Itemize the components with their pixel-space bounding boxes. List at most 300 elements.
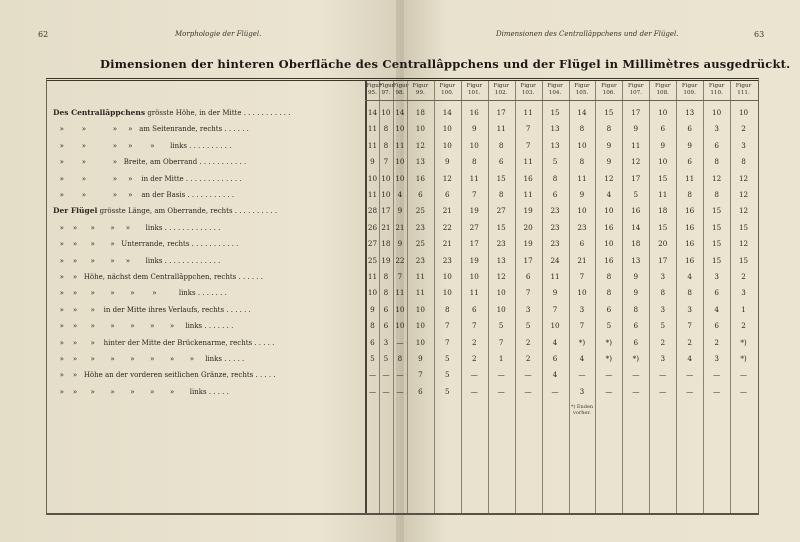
table-cell: 1 <box>498 354 504 363</box>
table-cell: 3 <box>714 272 719 281</box>
table-cell: 9 <box>660 140 666 150</box>
column-header <box>461 83 488 97</box>
column-header-line: Figur <box>493 83 509 89</box>
table-cell: 6 <box>383 321 389 331</box>
table-cell: 9 <box>633 272 639 281</box>
column-header-line: 105. <box>575 90 589 96</box>
table-cell: — <box>659 370 667 380</box>
table-cell: 14 <box>395 108 405 117</box>
table-cell: 10 <box>442 288 452 298</box>
table-cell: 5 <box>660 321 666 331</box>
table-cell: 16 <box>631 206 641 216</box>
row-label <box>53 156 246 168</box>
table-cell: 6 <box>418 190 423 199</box>
table-cell: 10 <box>381 108 391 117</box>
table-cell: 13 <box>685 108 695 117</box>
table-cell: 11 <box>496 124 506 134</box>
table-cell: 6 <box>445 190 450 199</box>
row-label <box>53 222 220 234</box>
table-cell: 15 <box>658 173 668 183</box>
table-cell: 14 <box>577 108 587 117</box>
row-label-text: » » » hinter der Mitte der Brückenarme, rechts . . . . . <box>53 338 275 347</box>
table-cell: — <box>382 386 390 396</box>
footnote-line: vorher. <box>573 410 591 417</box>
row-label-text: grösste Höhe, in der Mitte . . . . . . . . . . . <box>145 109 291 117</box>
table-cell: 7 <box>471 190 477 199</box>
table-cell: 8 <box>397 354 403 363</box>
table-cell: 11 <box>367 140 378 150</box>
column-header-line: 101. <box>468 90 481 96</box>
table-cell: 8 <box>660 288 666 298</box>
table-cell: 10 <box>738 108 749 117</box>
table-cell: 2 <box>525 337 531 347</box>
table-cell: 16 <box>604 222 614 232</box>
table-cell: 9 <box>633 124 639 134</box>
table-cell: 10 <box>415 124 425 134</box>
table-cell: 12 <box>712 173 722 183</box>
table-cell: 10 <box>442 140 452 150</box>
table-cell: 5 <box>606 321 612 331</box>
table-cell: 13 <box>550 124 560 134</box>
row-label-text: » » » » am Seitenrande, rechts . . . . . . <box>53 125 249 134</box>
table-cell: 6 <box>370 337 375 347</box>
column-header-line: Figur <box>574 83 590 89</box>
table-cell: 4 <box>579 354 585 363</box>
table-cell: 7 <box>383 157 389 167</box>
table-cell: 7 <box>525 140 531 150</box>
table-cell: 8 <box>579 124 585 134</box>
table-cell: 3 <box>741 140 746 150</box>
table-cell: 14 <box>442 108 452 117</box>
column-header-line: 110. <box>710 90 723 96</box>
table-cell: 8 <box>714 190 719 199</box>
table-cell: 25 <box>415 206 425 216</box>
table-cell: 23 <box>577 222 587 232</box>
table-cell: 9 <box>633 288 639 298</box>
table-cell: 6 <box>525 272 531 281</box>
table-cell: 8 <box>383 272 389 281</box>
table-cell: 3 <box>687 304 692 314</box>
table-cell: 5 <box>445 370 450 380</box>
table-cell: 8 <box>606 272 612 281</box>
left-page-number: 62 <box>38 30 49 39</box>
row-label <box>53 173 242 185</box>
table-cell: 8 <box>741 157 746 167</box>
column-header <box>366 83 382 97</box>
table-cell: 10 <box>442 124 452 134</box>
table-cell: 23 <box>550 222 560 232</box>
table-cell: 1 <box>741 304 746 314</box>
table-cell: 4 <box>606 190 612 199</box>
right-running-head: Dimensionen des Centrallâppchens und der Flügel. <box>496 30 679 38</box>
table-cell: 20 <box>523 222 533 232</box>
table-cell: 18 <box>381 239 391 249</box>
table-cell: 16 <box>523 173 533 183</box>
row-label <box>53 205 277 217</box>
row-label-text: » » » in der Mitte ihres Verlaufs, rechts . . . . . . <box>53 305 251 314</box>
table-cell: 6 <box>714 288 719 298</box>
table-cell: 23 <box>415 255 425 265</box>
table-cell: 23 <box>442 255 452 265</box>
table-cell: — <box>497 386 505 396</box>
column-header <box>434 83 461 97</box>
table-cell: 8 <box>687 190 692 199</box>
table-cell: — <box>524 370 532 380</box>
table-cell: 23 <box>415 222 425 232</box>
row-label-text: » » » » » » links . . . . . . . <box>53 289 227 298</box>
table-cell: 11 <box>415 272 425 281</box>
table-cell: 15 <box>712 255 722 265</box>
table-cell: 8 <box>370 321 375 331</box>
column-header <box>730 83 757 97</box>
row-label-text: » » » » » links . . . . . . . . . . . . . <box>53 256 221 265</box>
column-header-line: Figur <box>547 83 563 89</box>
table-cell: 12 <box>738 173 749 183</box>
table-cell: *) <box>605 354 613 363</box>
column-header <box>542 83 569 97</box>
table-cell: 10 <box>415 337 425 347</box>
table-cell: 7 <box>445 337 450 347</box>
table-title: Dimensionen der hinteren Oberfläche des Centrallâppchens und der Flügel in Millimètres ausgedrückt. <box>100 57 791 71</box>
table-cell: 15 <box>658 222 668 232</box>
column-header-line: 97. <box>381 90 391 96</box>
table-cell: 15 <box>738 222 749 232</box>
table-cell: 11 <box>367 272 378 281</box>
table-cell: 24 <box>550 255 560 265</box>
table-cell: 6 <box>606 304 612 314</box>
table-cell: 10 <box>442 272 452 281</box>
table-cell: 6 <box>714 140 719 150</box>
table-cell: 7 <box>552 304 558 314</box>
table-cell: 6 <box>579 239 585 249</box>
table-cell: 11 <box>577 173 587 183</box>
table-cell: 12 <box>442 173 452 183</box>
table-cell: 7 <box>471 321 477 331</box>
table-cell: 3 <box>525 304 531 314</box>
table-cell: 6 <box>633 321 639 331</box>
table-cell: 10 <box>496 304 506 314</box>
table-cell: 2 <box>660 337 666 347</box>
table-cell: 6 <box>383 304 389 314</box>
table-cell: 6 <box>687 124 692 134</box>
table-cell: 7 <box>579 321 585 331</box>
row-label-text: grösste Länge, am Oberrande, rechts . . . . . . . . . . <box>97 207 278 216</box>
table-cell: — <box>686 370 694 380</box>
row-label <box>53 287 227 299</box>
table-cell: 11 <box>523 157 533 167</box>
table-cell: 2 <box>741 321 746 331</box>
table-cell: 10 <box>415 321 425 331</box>
table-cell: 3 <box>383 337 389 347</box>
table-cell: 8 <box>552 173 558 183</box>
table-cell: 19 <box>469 206 479 216</box>
column-header-line: Figur <box>466 83 482 89</box>
column-header-line: Figur <box>412 83 429 89</box>
table-cell: 10 <box>395 321 405 331</box>
table-cell: 8 <box>579 157 585 167</box>
column-header-line: 99. <box>415 90 425 96</box>
column-header-line: Figur <box>520 83 536 89</box>
table-cell: 12 <box>738 206 749 216</box>
table-cell: 16 <box>469 108 479 117</box>
row-label-text: » » » » » » » » links . . . . . <box>53 355 245 363</box>
table-cell: 7 <box>397 272 403 281</box>
table-cell: — <box>368 370 377 380</box>
table-cell: — <box>470 370 478 380</box>
table-cell: — <box>396 370 404 380</box>
table-cell: 2 <box>741 272 746 281</box>
table-cell: 7 <box>525 124 531 134</box>
table-cell: *) <box>578 337 586 347</box>
table-cell: 3 <box>741 288 746 298</box>
table-cell: 6 <box>498 157 504 167</box>
table-cell: 11 <box>395 288 405 298</box>
table-cell: 15 <box>712 239 722 249</box>
table-cell: 4 <box>687 272 692 281</box>
column-header-line: Figur <box>366 83 382 89</box>
table-cell: 11 <box>469 288 479 298</box>
table-cell: 25 <box>367 255 378 265</box>
table-cell: 4 <box>397 190 403 199</box>
table-cell: — <box>739 370 748 380</box>
table-cell: 2 <box>525 354 531 363</box>
table-cell: 22 <box>395 255 405 265</box>
table-cell: — <box>632 370 640 380</box>
table-cell: 9 <box>397 206 403 216</box>
column-header-line: 98. <box>395 90 405 96</box>
table-cell: 17 <box>631 173 641 183</box>
column-header-line: Figur <box>681 83 698 89</box>
table-cell: 7 <box>418 370 423 380</box>
table-cell: 16 <box>685 255 695 265</box>
table-cell: 2 <box>741 124 746 134</box>
row-label-text: » » » » » links . . . . . . . . . . . . . <box>53 223 221 232</box>
table-cell: 13 <box>415 157 425 167</box>
table-cell: 15 <box>712 206 722 216</box>
table-cell: 28 <box>367 206 378 216</box>
table-cell: 12 <box>604 173 614 183</box>
table-cell: 16 <box>604 255 614 265</box>
table-cell: 10 <box>604 206 614 216</box>
table-cell: 10 <box>395 124 405 134</box>
table-cell: — <box>551 386 559 396</box>
table-cell: 13 <box>631 255 641 265</box>
table-cell: 16 <box>685 239 695 249</box>
table-cell: 13 <box>496 255 506 265</box>
table-cell: 16 <box>685 206 695 216</box>
table-cell: 8 <box>445 304 450 314</box>
left-running-head: Morphologie der Flügel. <box>175 30 262 38</box>
table-cell: — <box>382 370 390 380</box>
table-cell: 4 <box>714 304 719 314</box>
table-cell: 23 <box>550 239 560 249</box>
table-cell: 15 <box>738 255 749 265</box>
row-lead: Der Flügel <box>53 206 98 216</box>
column-header <box>515 83 542 97</box>
column-header-line: 111. <box>737 90 750 96</box>
table-cell: — <box>396 386 404 396</box>
table-cell: 4 <box>552 337 558 347</box>
table-cell: 21 <box>381 222 391 232</box>
table-cell: 12 <box>496 272 506 281</box>
table-cell: 11 <box>685 173 695 183</box>
table-cell: 22 <box>442 222 452 232</box>
table-cell: — <box>605 370 613 380</box>
table-cell: 8 <box>383 124 389 134</box>
row-label <box>53 304 251 316</box>
table-cell: 7 <box>579 272 585 281</box>
table-cell: 8 <box>633 304 639 314</box>
column-header <box>569 83 596 97</box>
table-cell: 16 <box>685 222 695 232</box>
table-cell: 15 <box>604 108 614 117</box>
table-cell: 20 <box>658 239 668 249</box>
column-header <box>676 83 703 97</box>
table-cell: 9 <box>687 140 692 150</box>
table-cell: — <box>632 386 640 396</box>
table-cell: 6 <box>418 386 423 396</box>
table-cell: — <box>396 337 404 347</box>
row-label <box>53 189 234 201</box>
table-cell: 12 <box>415 140 425 150</box>
table-cell: 10 <box>415 304 425 314</box>
table-cell: 9 <box>445 157 450 167</box>
table-cell: 10 <box>577 288 587 298</box>
table-cell: 6 <box>552 190 558 199</box>
table-cell: 10 <box>395 157 405 167</box>
table-cell: 23 <box>496 239 506 249</box>
table-cell: 3 <box>579 304 585 314</box>
row-label-text: » » » » an der Basis . . . . . . . . . . . <box>53 191 235 199</box>
table-cell: *) <box>605 337 613 347</box>
row-label <box>53 386 229 398</box>
table-cell: — <box>497 370 505 380</box>
table-cell: 10 <box>658 108 668 117</box>
row-label-text: » » » Breite, am Oberrand . . . . . . . . . . . <box>53 158 247 167</box>
table-cell: 17 <box>523 255 533 265</box>
table-cell: 5 <box>633 190 639 199</box>
table-cell: 9 <box>471 124 477 134</box>
column-header-line: 104. <box>548 90 562 96</box>
table-cell: 3 <box>660 354 666 363</box>
table-cell: 9 <box>397 239 403 249</box>
table-cell: 10 <box>381 190 391 199</box>
table-cell: 10 <box>577 140 587 150</box>
table-cell: — <box>524 386 532 396</box>
column-header-line: Figur <box>378 83 395 89</box>
row-label-text: » » » » » » » links . . . . . <box>53 387 229 396</box>
table-cell: 10 <box>469 140 479 150</box>
header-rule <box>365 100 758 101</box>
table-cell: 10 <box>658 157 668 167</box>
table-cell: 9 <box>552 288 558 298</box>
table-cell: 6 <box>660 124 666 134</box>
column-header <box>407 83 434 97</box>
table-cell: 5 <box>383 354 389 363</box>
table-cell: 9 <box>370 157 375 167</box>
table-cell: 6 <box>552 354 558 363</box>
table-cell: 27 <box>367 239 378 249</box>
table-cell: 17 <box>381 206 391 216</box>
column-header-line: 100. <box>441 90 454 96</box>
table-cell: 11 <box>367 124 378 134</box>
table-cell: 8 <box>471 157 477 167</box>
table-cell: 10 <box>577 206 587 216</box>
table-cell: 18 <box>631 239 641 249</box>
table-cell: 8 <box>606 124 612 134</box>
column-header-line: Figur <box>735 83 752 89</box>
table-cell: 3 <box>660 304 666 314</box>
table-cell: 14 <box>367 108 378 117</box>
row-label-text: » » » » » » » links . . . . . . . <box>53 322 234 331</box>
table-cell: 25 <box>415 239 425 249</box>
table-cell: 17 <box>658 255 668 265</box>
table-cell: 4 <box>552 370 558 380</box>
table-cell: 11 <box>367 190 378 199</box>
table-cell: 11 <box>631 140 641 150</box>
table-cell: 21 <box>395 222 405 232</box>
table-cell: 6 <box>471 304 477 314</box>
column-header-line: Figur <box>439 83 456 89</box>
table-cell: 3 <box>579 386 585 396</box>
table-cell: 8 <box>498 140 504 150</box>
table-cell: 27 <box>469 222 479 232</box>
table-cell: 11 <box>523 190 533 199</box>
right-page-number: 63 <box>754 30 765 39</box>
table-cell: 10 <box>712 108 722 117</box>
table-cell: — <box>713 386 721 396</box>
row-label <box>53 353 244 365</box>
table-cell: 16 <box>415 173 425 183</box>
column-header <box>703 83 730 97</box>
row-label <box>53 320 233 332</box>
column-header-line: Figur <box>628 83 644 89</box>
table-cell: 12 <box>738 190 749 199</box>
dimensions-table <box>46 78 759 515</box>
table-cell: 3 <box>660 272 666 281</box>
table-cell: 2 <box>471 354 477 363</box>
table-cell: 17 <box>496 108 506 117</box>
table-cell: — <box>470 386 478 396</box>
column-header-line: Figur <box>708 83 725 89</box>
row-label <box>53 107 290 119</box>
table-cell: 21 <box>442 239 452 249</box>
table-cell: 21 <box>442 206 452 216</box>
column-header-line: Figur <box>601 83 617 89</box>
table-cell: 10 <box>367 173 378 183</box>
table-cell: 8 <box>606 288 612 298</box>
table-cell: 18 <box>658 206 668 216</box>
table-cell: — <box>713 370 721 380</box>
table-cell: 7 <box>445 321 450 331</box>
table-cell: 10 <box>604 239 614 249</box>
table-cell: 9 <box>606 140 612 150</box>
row-label-text: » » Höhe, nächst dem Centrallâppchen, rechts . . . . . . <box>53 273 263 281</box>
column-header-line: Figur <box>654 83 671 89</box>
table-cell: 13 <box>550 140 560 150</box>
row-label <box>53 123 249 135</box>
column-header-line: 106. <box>602 90 616 96</box>
column-header <box>622 83 649 97</box>
table-cell: 23 <box>550 206 560 216</box>
table-cell: 8 <box>714 157 719 167</box>
column-header-line: 108. <box>656 90 669 96</box>
table-cell: 10 <box>550 321 560 331</box>
table-cell: 7 <box>525 288 531 298</box>
column-header-line: Figur <box>392 83 409 89</box>
table-cell: 10 <box>395 304 405 314</box>
table-cell: 9 <box>370 304 375 314</box>
